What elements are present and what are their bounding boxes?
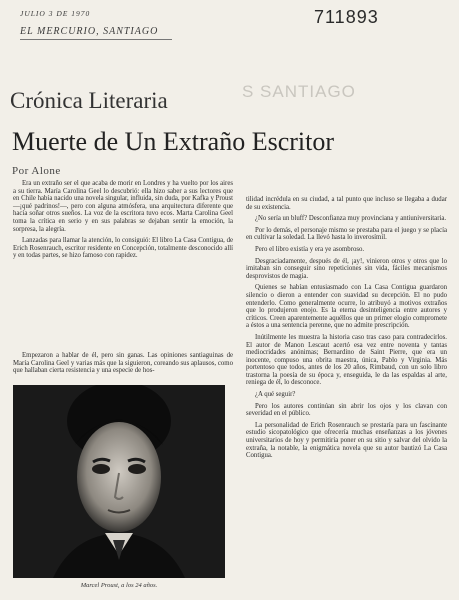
paragraph: ¿A qué seguir? — [255, 391, 296, 399]
paragraph: Inútilmente les muestra la historia caso tras caso para contradecirlos. El autor de Manon Lescaut acertó esa vez entre noventa y tantas mediocridades anónimas; Bernardino de Saint Pierre, que era un inocente, compuso una obrita maestra, única, Pablo y Virginia. Más portentoso que todos, antes de los 20 años, Rimbaud, con un solo libro trastorna la poesía de su época y, enseguida, le da las espaldas al arte, reniega de él, lo desconoce. — [246, 333, 447, 387]
paragraph: ¿No sería un bluff? Desconfianza muy provinciana y antiuniversitaria. — [255, 215, 447, 223]
paragraph: Desgraciadamente, después de él, ¡ay!, vinieron otros y otros que lo imitaban sin conseguir sino repeticiones sin vida, fáciles mecanismos desprovistos de magia. — [246, 257, 447, 280]
portrait-photo — [13, 385, 225, 578]
paragraph: Empezaron a hablar de él, pero sin ganas. Las opiniones santiaguinas de María Carolina Geel y varias más que la siguieron, coreando sus aplausos, como que hallaban cierta resistencia y una especie de hos- — [13, 352, 233, 375]
paragraph: Era un extraño ser el que acaba de morir en Londres y ha vuelto por los aires a su tierra. María Carolina Geel lo descubrió: ella hizo saber a sus lectores que en Chile había nacido una novela singular, influida, sin duda, por Kafka y Proust —¡qué padrinos!—, pero con alguna atmósfera, una arquitectura diferente que hacía soñar otros sueños. La voz de la escritora tuvo ecos. Marta Carolina Geel toma la crítica en serio y en sus palabras se dejaban sentir la emoción, la sorpresa, la alegría. — [13, 180, 233, 233]
header-underline — [20, 39, 172, 40]
proust-portrait-image — [13, 385, 225, 578]
article-column-right — [246, 196, 447, 464]
section-title: Crónica Literaria — [10, 88, 168, 113]
paragraph: Por lo demás, el personaje mismo se prestaba para el juego y se placía en cultivar la soledad. La llevó hasta lo inverosímil. — [246, 226, 447, 242]
headline: Muerte de Un Extraño Escritor — [12, 127, 335, 156]
paragraph: Lanzadas para llamar la atención, lo consiguió: El libro La Casa Contigua, de Erich Rosenrauch, escritor residente en Concepción, totalmente desconocido allí y en todas partes, se hizo famoso con rapidez. — [13, 237, 233, 260]
paragraph: Pero los autores continúan sin abrir los ojos y los clavan con severidad en el público. — [246, 402, 447, 418]
paragraph: Pero el libro existía y era ye asombroso. — [255, 245, 365, 253]
header-date: JULIO 3 DE 1970 — [20, 9, 91, 18]
byline: Por Alone — [12, 165, 61, 177]
bleed-through-text: S SANTIAGO — [242, 82, 356, 101]
paragraph: Quienes se habían entusiasmado con La Casa Contigua guardaron silencio o dieron a entender con suavidad su decepción. El no pudo entenderlo. Como generalmente ocurre, lo atribuyó a motivos extraños que lo produjeron enojo. Es la eterna desinteligencia entre autores y críticos. Creen aparentemente aquéllos que un primer elogio compromete a éstos a una sentencia perenne, que no admite prescripción. — [246, 284, 447, 330]
article-column-left-continued — [13, 352, 233, 379]
paragraph: tilidad incrédula en su ciudad, a tal punto que incluso se llegaba a dudar de su existencia. — [246, 196, 447, 211]
photo-caption: Marcel Proust, a los 24 años. — [80, 582, 158, 589]
article-column-left — [13, 180, 233, 264]
paragraph: La personalidad de Erich Rosenrauch se prestaría para un fascinante estudio sicopatológico que ofrecería muchas enseñanzas a los jóvenes universitarios de hoy y permitiría poner en su sitio y salvar del olvido la extraña, la notable, la enigmática novela que su autor bautizó La Casa Contigua. — [246, 421, 447, 460]
newspaper-source: EL MERCURIO, SANTIAGO — [20, 26, 159, 37]
archive-reference-number: 711893 — [314, 7, 379, 27]
